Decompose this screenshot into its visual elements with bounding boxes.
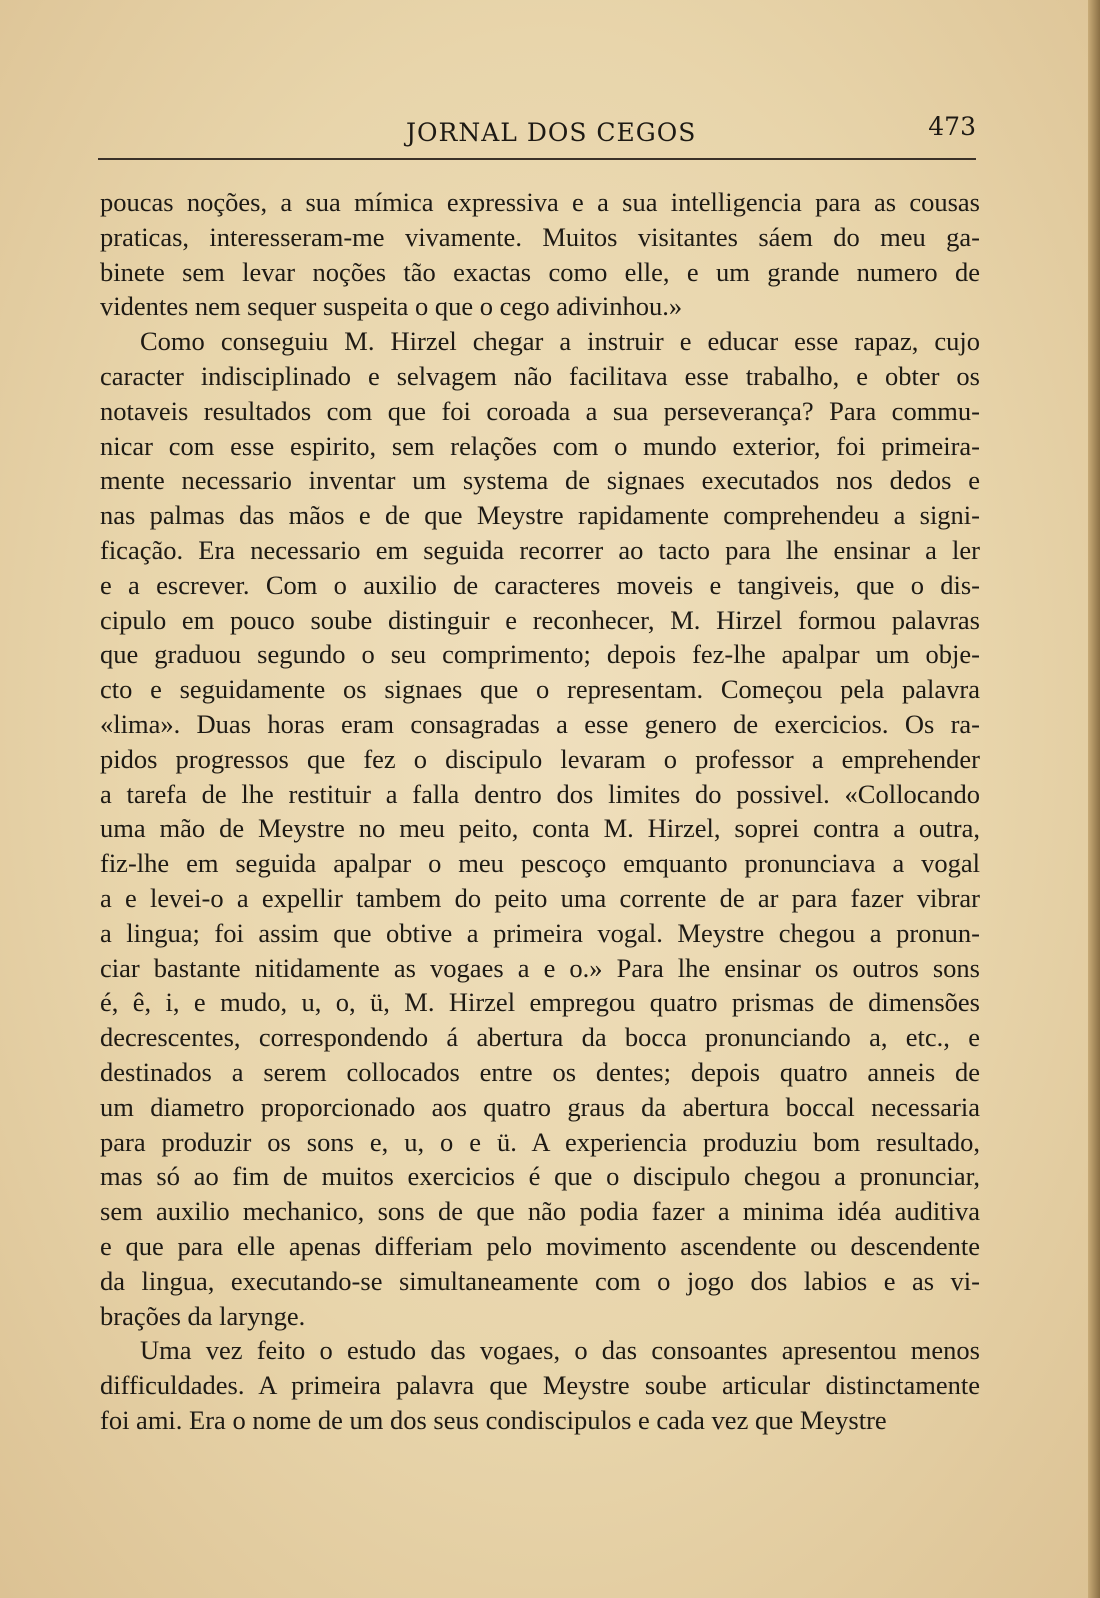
page-header [96, 112, 976, 152]
text-line: poucas noções, a sua mímica expressiva e a sua intelligencia para as cousas [100, 187, 980, 217]
text-line: mas só ao fim de muitos exercicios é que o discipulo chegou a pronunciar, [100, 1161, 980, 1192]
text-line: cipulo em pouco soube distinguir e reconhecer, M. Hirzel formou palavras [100, 604, 980, 635]
text-line: mente necessario inventar um systema de signaes executados nos dedos e [100, 465, 980, 496]
text-line: decrescentes, correspondendo á abertura da bocca pronunciando a, etc., e [100, 1022, 980, 1053]
text-line: nas palmas das mãos e de que Meystre rapidamente comprehendeu a signi- [100, 500, 980, 531]
page-number: 473 [928, 112, 976, 141]
text-line: da lingua, executando-se simultaneamente com o jogo dos labios e as vi- [100, 1265, 980, 1296]
text-line: caracter indisciplinado e selvagem não facilitava esse trabalho, e obter os [100, 360, 980, 391]
page-edge-shadow [1088, 0, 1100, 1598]
text-line: e a escrever. Com o auxilio de caracteres moveis e tangiveis, que o dis- [100, 569, 980, 600]
text-line: cto e seguidamente os signaes que o representam. Começou pela palavra [100, 674, 980, 705]
text-line: para produzir os sons e, u, o e ü. A experiencia produziu bom resultado, [100, 1126, 980, 1157]
text-line: Uma vez feito o estudo das vogaes, o das consoantes apresentou menos [140, 1335, 980, 1366]
text-line: foi ami. Era o nome de um dos seus condiscipulos e cada vez que Meystre [100, 1404, 887, 1435]
text-line: notaveis resultados com que foi coroada a sua perseverança? Para commu- [100, 395, 980, 426]
text-line: ciar bastante nitidamente as vogaes a e o.» Para lhe ensinar os outros sons [100, 952, 980, 983]
text-line: fiz-lhe em seguida apalpar o meu pescoço emquanto pronunciava a vogal [100, 848, 980, 879]
text-line: sem auxilio mechanico, sons de que não podia fazer a minima idéa auditiva [100, 1196, 980, 1227]
text-line: difficuldades. A primeira palavra que Meystre soube articular distinctamente [100, 1370, 980, 1401]
text-line: uma mão de Meystre no meu peito, conta M. Hirzel, soprei contra a outra, [100, 813, 980, 844]
text-line: brações da larynge. [100, 1300, 306, 1331]
text-line: a tarefa de lhe restituir a falla dentro dos limites do possivel. «Collocando [100, 778, 980, 809]
header-rule [98, 158, 976, 160]
text-line: videntes nem sequer suspeita o que o cego adivinhou.» [100, 291, 683, 322]
text-line: e que para elle apenas differiam pelo movimento ascendente ou descendente [100, 1230, 980, 1261]
text-line: é, ê, i, e mudo, u, o, ü, M. Hirzel empregou quatro prismas de dimensões [100, 987, 980, 1018]
body-text [100, 185, 980, 1438]
text-line: destinados a serem collocados entre os dentes; depois quatro anneis de [100, 1056, 980, 1087]
text-line: Como conseguiu M. Hirzel chegar a instruir e educar esse rapaz, cujo [140, 326, 980, 357]
text-line: que graduou segundo o seu comprimento; depois fez-lhe apalpar um obje- [100, 639, 980, 670]
running-title: JORNAL DOS CEGOS [406, 118, 697, 147]
text-line: «lima». Duas horas eram consagradas a esse genero de exercicios. Os ra- [100, 708, 980, 739]
text-line: praticas, interesseram-me vivamente. Muitos visitantes sáem do meu ga- [100, 221, 980, 252]
text-line: a lingua; foi assim que obtive a primeira vogal. Meystre chegou a pronun- [100, 917, 980, 948]
text-line: binete sem levar noções tão exactas como elle, e um grande numero de [100, 256, 980, 287]
text-line: um diametro proporcionado aos quatro graus da abertura boccal necessaria [100, 1091, 980, 1122]
text-line: a e levei-o a expellir tambem do peito uma corrente de ar para fazer vibrar [100, 882, 980, 913]
text-line: pidos progressos que fez o discipulo levaram o professor a emprehender [100, 743, 980, 774]
text-line: nicar com esse espirito, sem relações com o mundo exterior, foi primeira- [100, 430, 980, 461]
text-line: ficação. Era necessario em seguida recorrer ao tacto para lhe ensinar a ler [100, 534, 980, 565]
